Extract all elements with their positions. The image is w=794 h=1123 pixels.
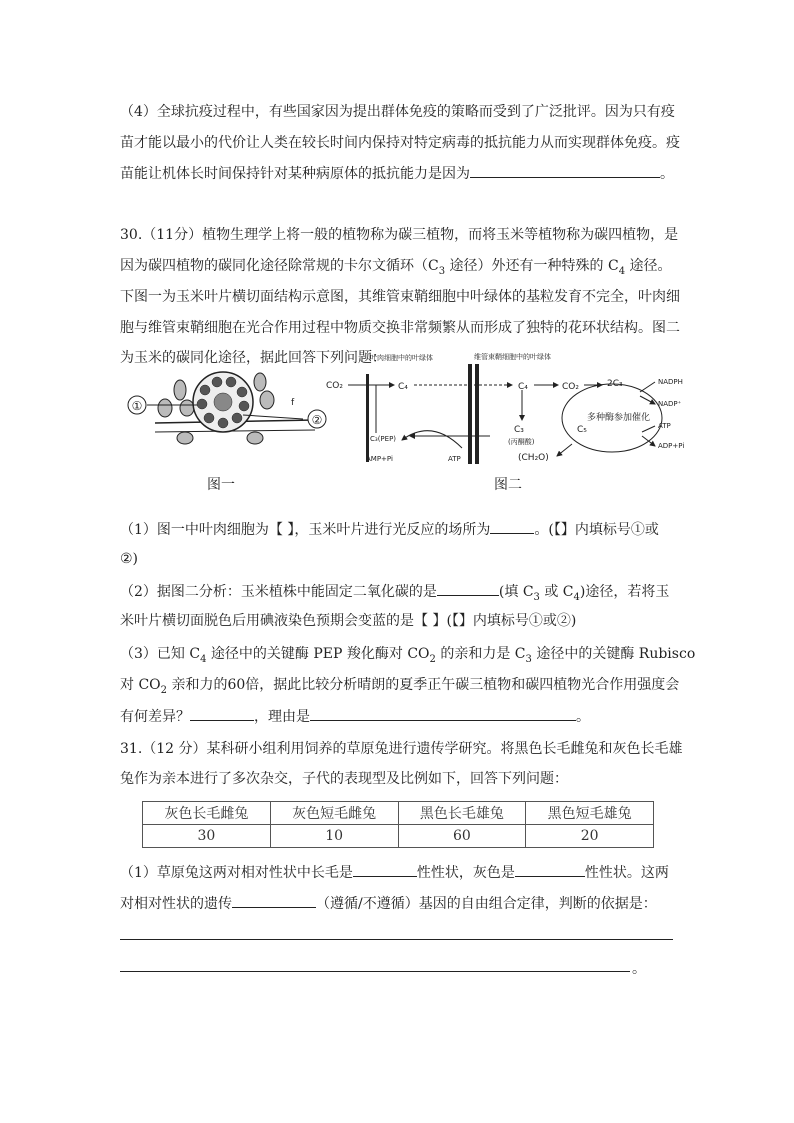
- figure-2-carbon-pathway: [322, 348, 700, 466]
- answer-blank[interactable]: [515, 860, 585, 877]
- q30-line2: 因为碳四植物的碳同化途径除常规的卡尔文循环（$C_3$ 途径）外还有一种特殊的 $C_4$ 途径。: [120, 258, 672, 277]
- q30-line4: 胞与维管束鞘细胞在光合作用过程中物质交换非常频繁从而形成了独特的花环状结构。图二: [120, 320, 680, 336]
- cycle-label: 多种酶参加催化: [587, 413, 651, 423]
- q31-sub1-line2: 对相对性状的遗传 （遵循/不遵循）基因的自由组合定律，判断的依据是：: [120, 891, 675, 917]
- c5: C₅: [577, 425, 587, 435]
- nadp: NADP⁺: [658, 400, 682, 408]
- end-mark: 。: [632, 961, 646, 977]
- svg-text:f: f: [291, 398, 295, 408]
- answer-blank[interactable]: [470, 161, 660, 178]
- c3-pep: C₃(PEP): [370, 435, 397, 443]
- answer-blank[interactable]: [190, 704, 254, 721]
- c3-pyruvate: C₃: [514, 425, 524, 435]
- nadph: NADPH: [658, 378, 683, 386]
- q30-sub3: （3）已知 $C_4$ 途径中的关键酶 PEP 羧化酶对 $CO_2$ 的亲和力是 $C_3$ 途径中的关键酶 Rubisco: [120, 646, 696, 665]
- answer-blank[interactable]: [353, 860, 417, 877]
- q29-4-line2: 苗才能以最小的代价让人类在较长时间内保持对特定病毒的抵抗能力从而实现群体免疫。疫: [120, 135, 680, 151]
- answer-blank[interactable]: [437, 579, 499, 596]
- pyruvate-note: (丙酮酸): [508, 438, 535, 446]
- fig1-label-2: ②: [311, 413, 323, 427]
- figure-2-caption: 图二: [494, 477, 522, 493]
- figure-1-leaf-cross-section: [125, 360, 340, 455]
- q31-sub1: （1）草原兔这两对相对性状中长毛是 性性状，灰色是 性性状。这两: [120, 860, 675, 886]
- table-header-cell: 黑色短毛雄兔: [526, 802, 654, 825]
- sheath-chloroplast-label: 维管束鞘细胞中的叶绿体: [474, 353, 551, 361]
- ch2o: (CH₂O): [518, 453, 549, 463]
- table-cell: 20: [526, 825, 654, 848]
- fig1-label-1: ①: [131, 399, 143, 413]
- table-cell: 10: [270, 825, 398, 848]
- answer-line[interactable]: [120, 939, 673, 940]
- q29-4-line3: 苗能让机体长时间保持针对某种病原体的抵抗能力是因为 。: [120, 161, 675, 187]
- answer-line[interactable]: [120, 971, 630, 972]
- table-cell: 60: [398, 825, 526, 848]
- atp-right: ATP: [658, 422, 671, 430]
- co2-left: CO₂: [326, 381, 343, 391]
- q30-line3: 下图一为玉米叶片横切面结构示意图，其维管束鞘细胞中叶绿体的基粒发育不完全，叶肉细: [120, 289, 680, 305]
- q30-sub1-line2: ②): [120, 551, 139, 567]
- q30-sub2-line2: 米叶片横切面脱色后用碘液染色预期会变蓝的是【 】(【】内填标号①或②): [120, 613, 577, 629]
- q30-line5: 为玉米的碳同化途径，据此回答下列问题：: [120, 350, 386, 366]
- q30-sub2: （2）据图二分析：玉米植株中能固定二氧化碳的是 (填 $C_3$ 或 $C_4$)途径，若将玉: [120, 579, 675, 611]
- mesophyll-chloroplast-label: 叶肉细胞中的叶绿体: [370, 354, 433, 362]
- q31-line1: 31.（12 分）某科研小组利用饲养的草原兔进行遗传学研究。将黑色长毛雌兔和灰色长毛雄: [120, 741, 683, 757]
- adp-pi: ADP+Pi: [658, 442, 685, 450]
- figure-1-caption: 图一: [207, 477, 235, 493]
- answer-blank[interactable]: [310, 704, 576, 721]
- amp-pi: AMP+Pi: [366, 455, 393, 463]
- q29-4-line1: （4）全球抗疫过程中，有些国家因为提出群体免疫的策略而受到了广泛批评。因为只有疫: [120, 104, 675, 120]
- q31-line2: 兔作为亲本进行了多次杂交，子代的表现型及比例如下，回答下列问题：: [120, 771, 568, 787]
- table-cell: 30: [143, 825, 271, 848]
- co2-right: CO₂: [562, 382, 579, 392]
- table-header-cell: 黑色长毛雄兔: [398, 802, 526, 825]
- table-header-cell: 灰色短毛雌兔: [270, 802, 398, 825]
- atp-left: ATP: [448, 455, 461, 463]
- table-row: [143, 825, 654, 848]
- table-row: [143, 802, 654, 825]
- q30-line1: 30.（11分）植物生理学上将一般的植物称为碳三植物，而将玉米等植物称为碳四植物，是: [120, 227, 679, 243]
- c4-left: C₄: [398, 382, 408, 392]
- q30-sub1: （1）图一中叶肉细胞为【 】，玉米叶片进行光反应的场所为 。(【】内填标号①或: [120, 517, 675, 543]
- q30-sub3-line2: 对 $CO_2$ 亲和力的60倍，据此比较分析晴朗的夏季正午碳三植物和碳四植物光合作用强度会: [120, 677, 680, 696]
- two-c3: 2C₃: [607, 379, 623, 389]
- q30-sub3-line3: 有何差异？ ，理由是 。: [120, 704, 675, 730]
- table-header-cell: 灰色长毛雌兔: [143, 802, 271, 825]
- offspring-table: [142, 801, 654, 848]
- c4-right: C₄: [518, 382, 528, 392]
- answer-blank[interactable]: [490, 517, 534, 534]
- answer-blank[interactable]: [232, 891, 316, 908]
